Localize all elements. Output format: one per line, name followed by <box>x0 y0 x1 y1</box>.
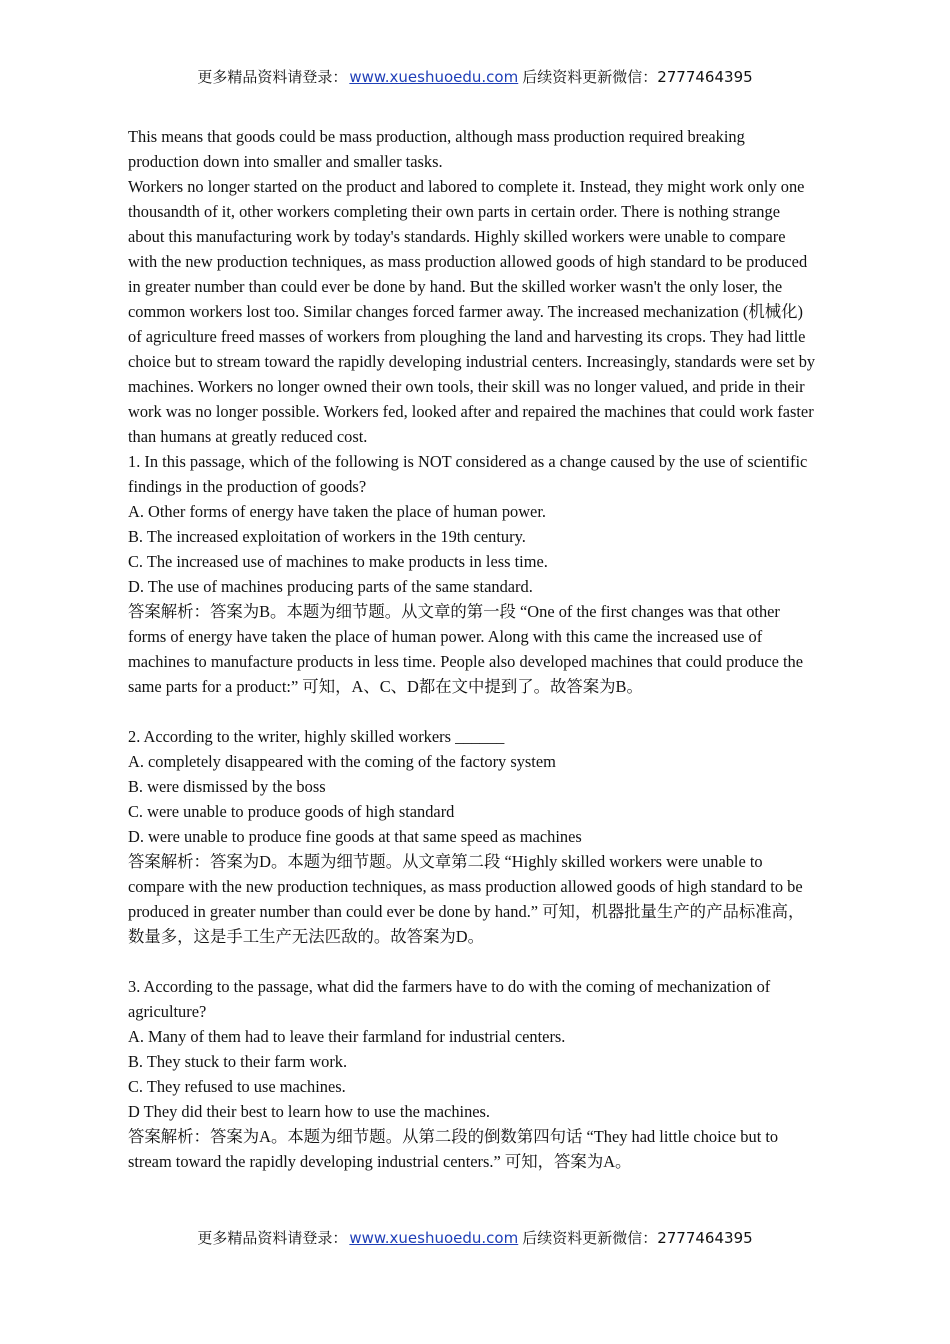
question-3-analysis: 答案解析：答案为A。本题为细节题。从第二段的倒数第四句话 “They had little choice but to stream toward the rapidly developing industrial centers.” 可知，答案为A。 <box>128 1127 779 1171</box>
spacer <box>128 699 818 724</box>
page-header <box>0 66 950 87</box>
question-1-option-c: C. The increased use of machines to make products in less time. <box>128 552 548 571</box>
question-3-option-c: C. They refused to use machines. <box>128 1077 346 1096</box>
question-3-option-d: D They did their best to learn how to use the machines. <box>128 1102 491 1121</box>
header-website-link[interactable]: www.xueshuoedu.com <box>349 68 519 86</box>
question-2-stem: 2. According to the writer, highly skilled workers ______ <box>128 727 505 746</box>
question-3-option-a: A. Many of them had to leave their farmland for industrial centers. <box>128 1027 566 1046</box>
page-footer <box>0 1227 950 1248</box>
header-suffix: 后续资料更新微信：2777464395 <box>522 68 753 86</box>
question-3-option-b: B. They stuck to their farm work. <box>128 1052 348 1071</box>
footer-suffix: 后续资料更新微信：2777464395 <box>522 1229 753 1247</box>
header-prefix: 更多精品资料请登录： <box>197 68 348 86</box>
passage-paragraph: Workers no longer started on the product and labored to complete it. Instead, they might work only one thousandth of it, other workers completing their own parts in certain order. There is nothing strange about this manufacturing work by today's standards. Highly skilled workers were unable to compare with the new production techniques, as mass production allowed goods of high standard to be produced in greater number than could ever be done by hand. But the skilled worker wasn't the only loser, the common workers lost too. Similar changes forced farmer away. The increased mechanization (机械化) of agriculture freed masses of workers from ploughing the land and harvesting its crops. They had little choice but to stream toward the rapidly developing industrial centers. Increasingly, standards were set by machines. Workers no longer owned their own tools, their skill was no longer valued, and pride in their work was no longer possible. Workers fed, looked after and repaired the machines that could work faster than humans at greatly reduced cost. <box>128 177 816 446</box>
document-body <box>128 124 818 1174</box>
question-2-option-c: C. were unable to produce goods of high standard <box>128 802 455 821</box>
question-1-option-b: B. The increased exploitation of workers in the 19th century. <box>128 527 526 546</box>
question-3-stem: 3. According to the passage, what did the farmers have to do with the coming of mechanization of agriculture? <box>128 977 771 1021</box>
question-2-option-a: A. completely disappeared with the coming of the factory system <box>128 752 556 771</box>
question-1-option-d: D. The use of machines producing parts of the same standard. <box>128 577 533 596</box>
question-2-option-d: D. were unable to produce fine goods at that same speed as machines <box>128 827 582 846</box>
passage-paragraph: This means that goods could be mass production, although mass production required breaking production down into smaller and smaller tasks. <box>128 127 745 171</box>
question-1-option-a: A. Other forms of energy have taken the place of human power. <box>128 502 546 521</box>
question-2-option-b: B. were dismissed by the boss <box>128 777 326 796</box>
question-1-analysis: 答案解析：答案为B。本题为细节题。从文章的第一段 “One of the first changes was that other forms of energy have taken the place of human power. Along with this came the increased use of machines to manufacture products in less time. People also developed machines that could produce the same parts for a product:” 可知，A、C、D都在文中提到了。故答案为B。 <box>128 602 804 696</box>
question-2-analysis: 答案解析：答案为D。本题为细节题。从文章第二段 “Highly skilled workers were unable to compare with the new production techniques, as mass production allowed goods of high standard to be produced in greater number than could ever be done by hand.” 可知，机器批量生产的产品标准高，数量多，这是手工生产无法匹敌的。故答案为D。 <box>128 852 805 946</box>
question-1-stem: 1. In this passage, which of the following is NOT considered as a change caused by the use of scientific findings in the production of goods? <box>128 452 808 496</box>
spacer <box>128 949 818 974</box>
footer-prefix: 更多精品资料请登录： <box>197 1229 348 1247</box>
footer-website-link[interactable]: www.xueshuoedu.com <box>349 1229 519 1247</box>
